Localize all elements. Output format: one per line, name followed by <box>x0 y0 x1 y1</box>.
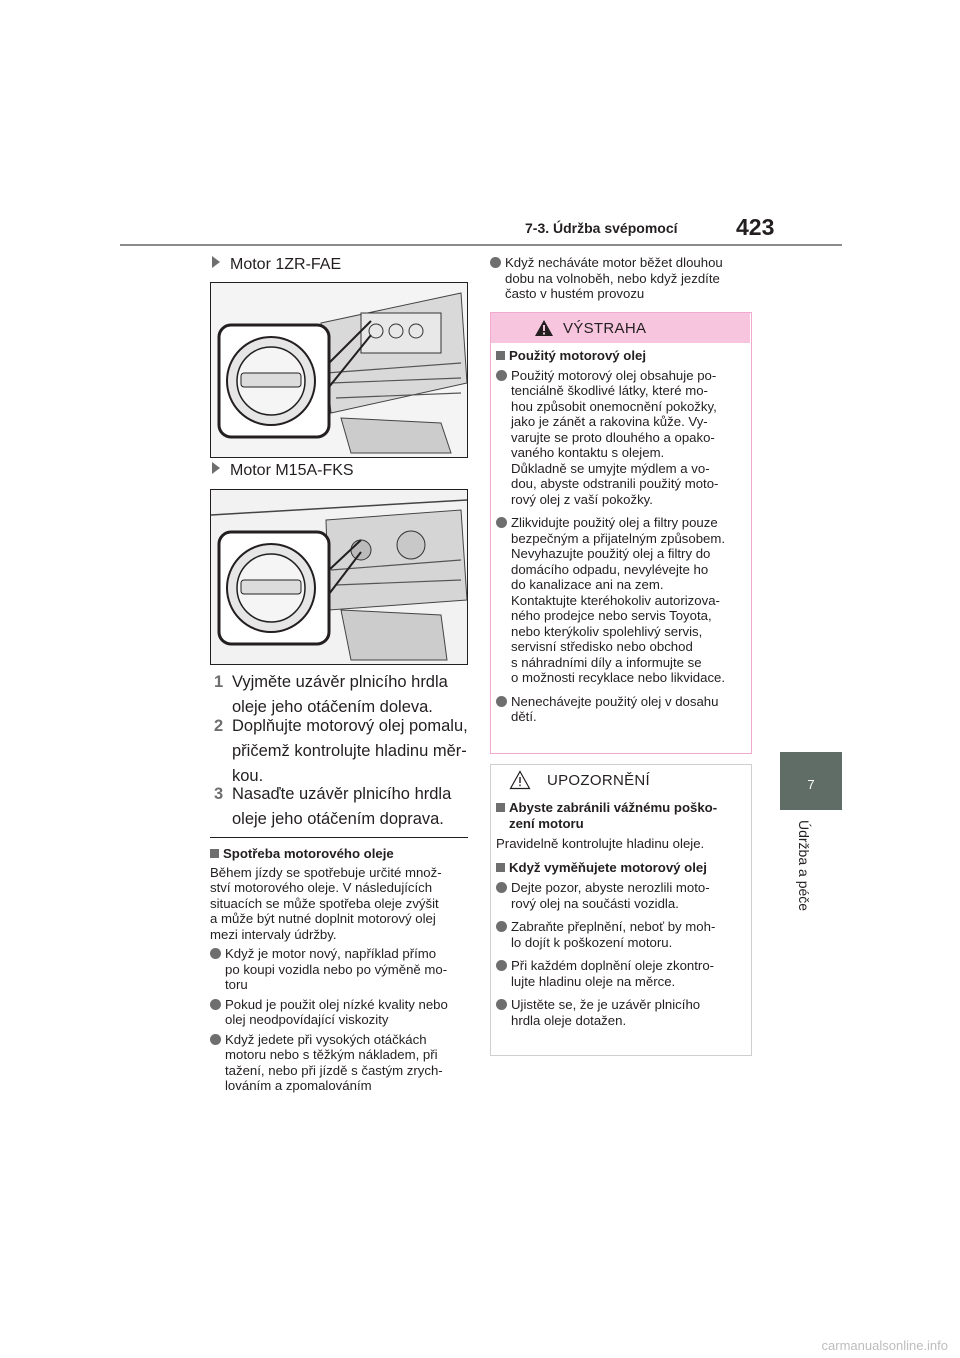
list-item: Zabraňte přeplnění, neboť by moh- lo dojít k poškození motoru. <box>496 919 744 950</box>
triangle-bullet-icon <box>212 462 220 474</box>
notice-subtitle-2: Když vyměňujete motorový olej <box>496 860 744 876</box>
list-item: Při každém doplnění oleje zkontro- lujte hladinu oleje na měrce. <box>496 958 744 989</box>
square-bullet-icon <box>496 351 505 360</box>
circle-bullet-icon <box>496 921 507 932</box>
notice-content <box>496 800 744 1028</box>
list-item: Když je motor nový, například přímo po koupi vozidla nebo po výměně mo- toru <box>210 946 472 993</box>
list-item: Když necháváte motor běžet dlouhou dobu na volnoběh, nebo když jezdíte často v hustém provozu <box>490 255 767 302</box>
list-item: Nenechávejte použitý olej v dosahu dětí. <box>496 694 744 725</box>
engine-photo-m15a <box>210 489 468 665</box>
section-divider <box>210 837 468 838</box>
warning-header <box>491 313 750 343</box>
circle-bullet-icon <box>496 370 507 381</box>
list-item: Pokud je použit olej nízké kvality nebo olej neodpovídající viskozity <box>210 997 472 1028</box>
consumption-intro: Během jízdy se spotřebuje určité množ- ství motorového oleje. V následujících situacích se může spotřeba oleje zvýšit a může být nutné doplnit motorový olej mezi intervaly údržby. <box>210 864 442 942</box>
chapter-tab: 7 <box>780 752 842 810</box>
section-title: 7-3. Údržba svépomocí <box>525 220 678 236</box>
warning-triangle-icon <box>534 319 554 337</box>
engine-photo-1zr <box>210 282 468 458</box>
square-bullet-icon <box>496 803 505 812</box>
caution-triangle-icon <box>509 770 531 790</box>
circle-bullet-icon <box>496 960 507 971</box>
step-3: 3 Nasaďte uzávěr plnicího hrdla oleje jeho otáčením doprava. <box>214 785 452 828</box>
circle-bullet-icon <box>490 257 501 268</box>
notice-header <box>491 765 750 795</box>
consumption-title: Spotřeba motorového oleje <box>210 846 472 862</box>
watermark: carmanualsonline.info <box>821 1338 948 1353</box>
notice-paragraph: Pravidelně kontrolujte hladinu oleje. <box>496 836 705 851</box>
circle-bullet-icon <box>496 517 507 528</box>
notice-heading: UPOZORNĚNÍ <box>547 772 651 789</box>
step-1: 1 Vyjměte uzávěr plnicího hrdla oleje jeho otáčením doleva. <box>214 673 448 716</box>
page-number: 423 <box>736 214 775 240</box>
list-item: Použitý motorový olej obsahuje po- tenciálně škodlivé látky, které mo- hou způsobit onemocnění pokožky, jako je zánět a rakovina kůže. Vy- varujte se proto dlouhého a opako- vaného kontaktu s olejem. Důkladně se umyjte mýdlem a vo- dou, abyste odstranili použitý moto- rový olej z vaší pokožky. <box>496 368 744 508</box>
list-item: Když jedete při vysokých otáčkách motoru nebo s těžkým nákladem, při tažení, nebo při jízdě s častým zrych- lováním a zpomalováním <box>210 1032 472 1094</box>
circle-bullet-icon <box>496 999 507 1010</box>
warning-content <box>496 348 744 725</box>
square-bullet-icon <box>496 863 505 872</box>
circle-bullet-icon <box>496 696 507 707</box>
square-bullet-icon <box>210 849 219 858</box>
warning-heading: VÝSTRAHA <box>563 320 647 337</box>
list-item: Zlikvidujte použitý olej a filtry pouze bezpečným a přijatelným způsobem. Nevyhazujte použitý olej a filtry do domácího odpadu, nevylévejte ho do kanalizace ani na zem. Kontaktujte kteréhokoliv autorizova- ného prodejce nebo servis Toyota, nebo kterýkoliv spolehlivý servis, servisní středisko nebo obchod s náhradními díly a informujte se o možnosti recyklace nebo likvidace. <box>496 515 744 686</box>
figure-caption-1: Motor 1ZR-FAE <box>212 256 341 274</box>
circle-bullet-icon <box>496 882 507 893</box>
circle-bullet-icon <box>210 1034 221 1045</box>
notice-subtitle-1: Abyste zabránili vážnému poško- zení motoru <box>496 800 744 831</box>
chapter-title-vertical: Údržba a péče <box>796 820 812 912</box>
circle-bullet-icon <box>210 948 221 959</box>
figure-caption-2: Motor M15A-FKS <box>212 462 354 480</box>
consumption-section <box>210 846 472 1094</box>
header-rule <box>120 244 842 246</box>
triangle-bullet-icon <box>212 256 220 268</box>
step-2: 2 Doplňujte motorový olej pomalu, přičemž kontrolujte hladinu měr- kou. <box>214 717 468 785</box>
circle-bullet-icon <box>210 999 221 1010</box>
list-item: Ujistěte se, že je uzávěr plnicího hrdla oleje dotažen. <box>496 997 744 1028</box>
list-item: Dejte pozor, abyste nerozlili moto- rový olej na součásti vozidla. <box>496 880 744 911</box>
warning-subtitle: Použitý motorový olej <box>496 348 744 364</box>
